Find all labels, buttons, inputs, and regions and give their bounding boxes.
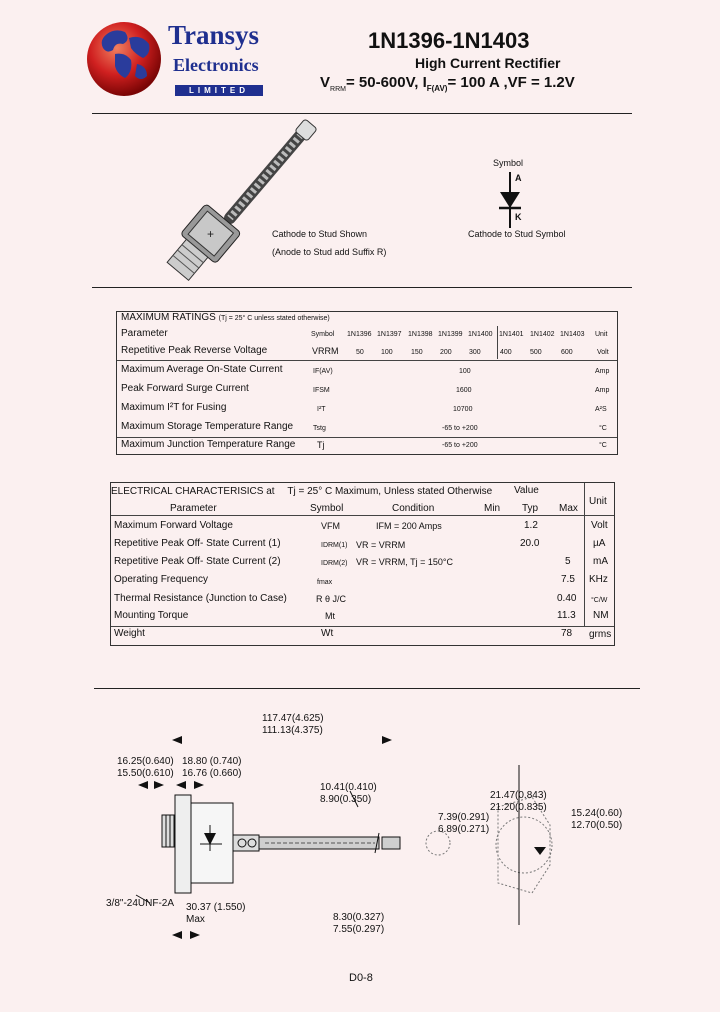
mr-head-parameter: Parameter <box>121 328 168 339</box>
mr-vrrm-value: 300 <box>469 349 481 356</box>
dim-stud-dia-max: 8.30(0.327) <box>333 912 385 923</box>
company-logo <box>85 20 163 98</box>
mr-head-part: 1N1403 <box>560 331 585 338</box>
mr-head-part: 1N1402 <box>530 331 555 338</box>
symbol-anode-label: A <box>515 173 522 183</box>
dim-hex-a-max: 16.25(0.640) <box>117 756 174 767</box>
mr-head-part: 1N1397 <box>377 331 402 338</box>
dim-hex-b-max: 18.80 (0.740) <box>182 756 242 767</box>
dim-hex-height-max: 15.24(0.60) <box>571 808 623 819</box>
section-divider-1 <box>92 287 632 288</box>
mr-vrrm-value: 150 <box>411 349 423 356</box>
part-number: 1N1396-1N1403 <box>368 28 530 53</box>
dim-hex-a-min: 15.50(0.610) <box>117 768 174 779</box>
header-divider <box>92 113 632 114</box>
mr-head-part: 1N1400 <box>468 331 493 338</box>
elec-head-parameter: Parameter <box>170 503 217 514</box>
mr-vrrm-unit: Volt <box>597 349 609 356</box>
elec-value-head: Value <box>514 485 539 496</box>
dim-lead-min: 8.90(0.350) <box>320 794 372 805</box>
symbol-title: Symbol <box>493 158 524 168</box>
mr-head-unit: Unit <box>595 331 608 338</box>
company-limited: LIMITED <box>175 85 263 96</box>
mr-vrrm-value: 50 <box>356 349 364 356</box>
elec-title: ELECTRICAL CHARACTERISICS at Tj = 25° C Maximum, Unless stated Otherwise <box>111 486 493 497</box>
dim-hex-height-min: 12.70(0.50) <box>571 820 623 831</box>
symbol-cathode-label: K <box>515 212 522 222</box>
subtitle: High Current Rectifier <box>415 55 561 71</box>
elec-head-symbol: Symbol <box>310 503 344 514</box>
mr-vrrm-value: 600 <box>561 349 573 356</box>
dim-terminal-min: 6.89(0.271) <box>438 824 490 835</box>
dim-thread: 3/8"-24UNF-2A <box>106 898 175 909</box>
section-divider-2 <box>94 688 640 689</box>
mr-head-part: 1N1396 <box>347 331 372 338</box>
mr-head-part: 1N1401 <box>499 331 524 338</box>
elec-head-min: Min <box>484 503 501 514</box>
elec-head-condition: Condition <box>392 503 435 514</box>
company-name: Transys <box>168 20 260 50</box>
company-name-line2: Electronics <box>173 55 259 75</box>
dim-stud-length: 30.37 (1.550) <box>186 902 246 913</box>
dim-lead-max: 10.41(0.410) <box>320 782 377 793</box>
max-ratings-title: MAXIMUM RATINGS (Tj = 25° C unless stated otherwise) <box>121 312 330 323</box>
dim-stud-dia-min: 7.55(0.297) <box>333 924 385 935</box>
package-code: D0-8 <box>349 972 373 984</box>
product-caption: Cathode to Stud Shown <box>272 229 368 239</box>
key-specs: $V_{RRM}= 50-600V$, $I_{F(AV)}= 100$ A ,VF = 1.2V <box>320 74 575 93</box>
dim-hex-width-min: 21.20(0.835) <box>490 802 547 813</box>
dim-stud-length-max: Max <box>186 914 205 925</box>
mr-vrrm-value: 200 <box>440 349 452 356</box>
mr-vrrm-value: 500 <box>530 349 542 356</box>
dim-hex-b-min: 16.76 (0.660) <box>182 768 242 779</box>
product-caption-suffix: (Anode to Stud add Suffix R) <box>272 247 387 257</box>
mr-vrrm-symbol: VRRM <box>312 346 339 356</box>
symbol-caption: Cathode to Stud Symbol <box>468 229 566 239</box>
elec-head-typ: Typ <box>522 503 539 514</box>
dim-overall-max: 117.47(4.625) <box>262 713 324 724</box>
svg-text:+: + <box>207 227 215 241</box>
product-photo <box>160 118 330 288</box>
dim-hex-width-max: 21.47(0.843) <box>490 790 547 801</box>
mr-vrrm-value: 400 <box>500 349 512 356</box>
elec-head-unit: Unit <box>589 496 607 507</box>
mr-vrrm-value: 100 <box>381 349 393 356</box>
mr-head-part: 1N1399 <box>438 331 463 338</box>
dim-overall-min: 111.13(4.375) <box>262 725 323 736</box>
elec-head-max: Max <box>559 503 578 514</box>
mr-head-symbol: Symbol <box>311 331 335 338</box>
mr-head-part: 1N1398 <box>408 331 433 338</box>
diode-symbol <box>490 170 530 230</box>
dim-terminal-max: 7.39(0.291) <box>438 812 490 823</box>
mr-vrrm-parameter: Repetitive Peak Reverse Voltage <box>121 345 268 356</box>
